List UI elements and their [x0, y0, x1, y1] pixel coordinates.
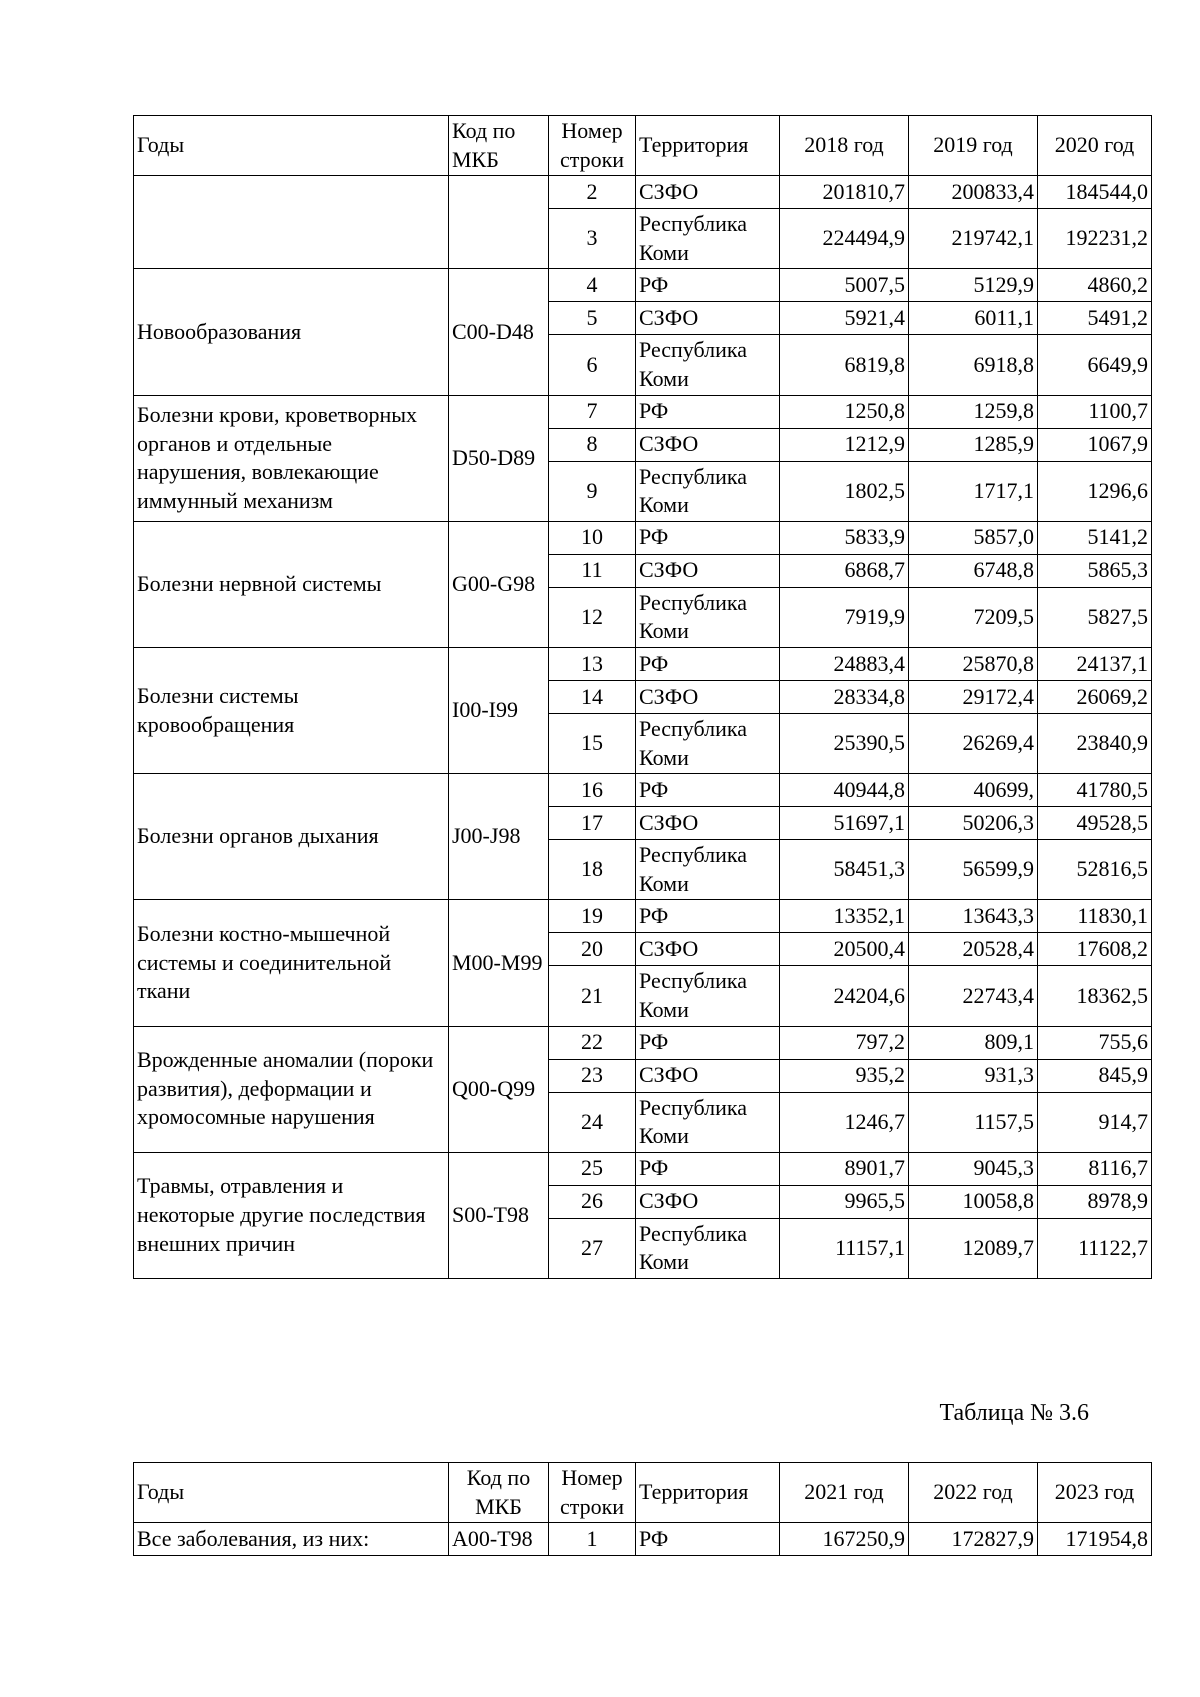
territory: РФ [636, 647, 780, 680]
table-body [134, 176, 1152, 1279]
value-cell: 41780,5 [1038, 774, 1152, 807]
header-year: 2021 год [780, 1463, 909, 1523]
value-cell: 11830,1 [1038, 900, 1152, 933]
value-cell: 935,2 [780, 1059, 909, 1092]
territory: РФ [636, 774, 780, 807]
value-cell: 1285,9 [909, 428, 1038, 461]
icd-code: D50-D89 [449, 395, 549, 521]
territory: РФ [636, 1026, 780, 1059]
header-row [134, 116, 1152, 176]
value-cell: 25390,5 [780, 713, 909, 773]
value-cell: 7919,9 [780, 587, 909, 647]
header-territory: Территория [636, 1463, 780, 1523]
value-cell: 7209,5 [909, 587, 1038, 647]
value-cell: 5827,5 [1038, 587, 1152, 647]
row-number: 12 [549, 587, 636, 647]
territory: СЗФО [636, 1185, 780, 1218]
territory: Республика Коми [636, 461, 780, 521]
row-number: 20 [549, 933, 636, 966]
header-rownum: Номер строки [549, 1463, 636, 1523]
value-cell: 23840,9 [1038, 713, 1152, 773]
value-cell: 49528,5 [1038, 807, 1152, 840]
icd-code: J00-J98 [449, 774, 549, 900]
table-row [134, 900, 1152, 933]
group-name: Болезни системы кровообращения [134, 647, 449, 773]
territory: Республика Коми [636, 840, 780, 900]
group-name: Болезни органов дыхания [134, 774, 449, 900]
row-number: 10 [549, 521, 636, 554]
row-number: 3 [549, 209, 636, 269]
group-name: Врожденные аномалии (пороки развития), деформации и хромосомные нарушения [134, 1026, 449, 1152]
group-name: Болезни нервной системы [134, 521, 449, 647]
value-cell: 8901,7 [780, 1152, 909, 1185]
value-cell: 5141,2 [1038, 521, 1152, 554]
value-cell: 1296,6 [1038, 461, 1152, 521]
row-number: 18 [549, 840, 636, 900]
value-cell: 5857,0 [909, 521, 1038, 554]
value-cell: 11122,7 [1038, 1218, 1152, 1278]
row-number: 17 [549, 807, 636, 840]
territory: РФ [636, 900, 780, 933]
value-cell: 171954,8 [1038, 1523, 1152, 1556]
header-year: 2019 год [909, 116, 1038, 176]
row-number: 23 [549, 1059, 636, 1092]
header-year: 2020 год [1038, 116, 1152, 176]
value-cell: 13643,3 [909, 900, 1038, 933]
value-cell: 9045,3 [909, 1152, 1038, 1185]
territory: Республика Коми [636, 966, 780, 1026]
value-cell: 6011,1 [909, 302, 1038, 335]
header-code: Код по МКБ [449, 116, 549, 176]
group-name: Болезни крови, кроветворных органов и отдельные нарушения, вовлекающие иммунный механизм [134, 395, 449, 521]
group-name: Новообразования [134, 269, 449, 395]
value-cell: 12089,7 [909, 1218, 1038, 1278]
value-cell: 914,7 [1038, 1092, 1152, 1152]
value-cell: 797,2 [780, 1026, 909, 1059]
icd-code: A00-T98 [449, 1523, 549, 1556]
value-cell: 51697,1 [780, 807, 909, 840]
value-cell: 755,6 [1038, 1026, 1152, 1059]
value-cell: 5921,4 [780, 302, 909, 335]
value-cell: 1157,5 [909, 1092, 1038, 1152]
value-cell: 56599,9 [909, 840, 1038, 900]
value-cell: 6748,8 [909, 554, 1038, 587]
value-cell: 201810,7 [780, 176, 909, 209]
row-number: 5 [549, 302, 636, 335]
value-cell: 6868,7 [780, 554, 909, 587]
row-number: 24 [549, 1092, 636, 1152]
row-number: 22 [549, 1026, 636, 1059]
header-row [134, 1463, 1152, 1523]
header-territory: Территория [636, 116, 780, 176]
value-cell: 1100,7 [1038, 395, 1152, 428]
header-year: 2023 год [1038, 1463, 1152, 1523]
icd-code: Q00-Q99 [449, 1026, 549, 1152]
value-cell: 28334,8 [780, 680, 909, 713]
value-cell: 1067,9 [1038, 428, 1152, 461]
territory: Республика Коми [636, 713, 780, 773]
row-number: 19 [549, 900, 636, 933]
value-cell: 9965,5 [780, 1185, 909, 1218]
morbidity-table-2021-2023 [133, 1462, 1152, 1556]
value-cell: 58451,3 [780, 840, 909, 900]
value-cell: 219742,1 [909, 209, 1038, 269]
value-cell: 5833,9 [780, 521, 909, 554]
value-cell: 224494,9 [780, 209, 909, 269]
header-year: 2022 год [909, 1463, 1038, 1523]
row-number: 9 [549, 461, 636, 521]
value-cell: 184544,0 [1038, 176, 1152, 209]
value-cell: 40699, [909, 774, 1038, 807]
territory: Республика Коми [636, 335, 780, 395]
value-cell: 10058,8 [909, 1185, 1038, 1218]
table-row [134, 774, 1152, 807]
table-caption: Таблица № 3.6 [939, 1400, 1089, 1426]
row-number: 7 [549, 395, 636, 428]
value-cell: 11157,1 [780, 1218, 909, 1278]
morbidity-table-2018-2020 [133, 115, 1152, 1279]
table-row [134, 176, 1152, 209]
table-row [134, 395, 1152, 428]
value-cell: 24137,1 [1038, 647, 1152, 680]
territory: СЗФО [636, 807, 780, 840]
value-cell: 50206,3 [909, 807, 1038, 840]
territory: Республика Коми [636, 1218, 780, 1278]
row-number: 4 [549, 269, 636, 302]
group-name: Травмы, отравления и некоторые другие последствия внешних причин [134, 1152, 449, 1278]
header-groups: Годы [134, 116, 449, 176]
row-number: 21 [549, 966, 636, 1026]
row-number: 13 [549, 647, 636, 680]
territory: Республика Коми [636, 587, 780, 647]
table-row [134, 1026, 1152, 1059]
value-cell: 809,1 [909, 1026, 1038, 1059]
value-cell: 172827,9 [909, 1523, 1038, 1556]
value-cell: 1802,5 [780, 461, 909, 521]
value-cell: 845,9 [1038, 1059, 1152, 1092]
territory: РФ [636, 521, 780, 554]
territory: РФ [636, 395, 780, 428]
value-cell: 5491,2 [1038, 302, 1152, 335]
value-cell: 20528,4 [909, 933, 1038, 966]
row-number: 26 [549, 1185, 636, 1218]
icd-code: S00-T98 [449, 1152, 549, 1278]
territory: Республика Коми [636, 1092, 780, 1152]
territory: РФ [636, 1152, 780, 1185]
territory: Республика Коми [636, 209, 780, 269]
row-number: 6 [549, 335, 636, 395]
icd-code: G00-G98 [449, 521, 549, 647]
territory: СЗФО [636, 176, 780, 209]
value-cell: 6649,9 [1038, 335, 1152, 395]
value-cell: 24883,4 [780, 647, 909, 680]
value-cell: 167250,9 [780, 1523, 909, 1556]
value-cell: 8116,7 [1038, 1152, 1152, 1185]
header-code: Код по МКБ [449, 1463, 549, 1523]
value-cell: 22743,4 [909, 966, 1038, 1026]
header-rownum: Номер строки [549, 116, 636, 176]
value-cell: 5007,5 [780, 269, 909, 302]
row-number: 15 [549, 713, 636, 773]
value-cell: 17608,2 [1038, 933, 1152, 966]
territory: РФ [636, 269, 780, 302]
value-cell: 6918,8 [909, 335, 1038, 395]
icd-code [449, 176, 549, 269]
value-cell: 26269,4 [909, 713, 1038, 773]
table-row [134, 1523, 1152, 1556]
territory: СЗФО [636, 680, 780, 713]
value-cell: 29172,4 [909, 680, 1038, 713]
row-number: 16 [549, 774, 636, 807]
value-cell: 1212,9 [780, 428, 909, 461]
territory: СЗФО [636, 554, 780, 587]
icd-code: C00-D48 [449, 269, 549, 395]
value-cell: 1250,8 [780, 395, 909, 428]
group-name: Все заболевания, из них: [134, 1523, 449, 1556]
territory: СЗФО [636, 428, 780, 461]
value-cell: 200833,4 [909, 176, 1038, 209]
value-cell: 1259,8 [909, 395, 1038, 428]
value-cell: 20500,4 [780, 933, 909, 966]
territory: СЗФО [636, 933, 780, 966]
value-cell: 5129,9 [909, 269, 1038, 302]
row-number: 25 [549, 1152, 636, 1185]
value-cell: 5865,3 [1038, 554, 1152, 587]
value-cell: 25870,8 [909, 647, 1038, 680]
value-cell: 8978,9 [1038, 1185, 1152, 1218]
value-cell: 1246,7 [780, 1092, 909, 1152]
territory: РФ [636, 1523, 780, 1556]
row-number: 14 [549, 680, 636, 713]
territory: СЗФО [636, 302, 780, 335]
value-cell: 52816,5 [1038, 840, 1152, 900]
value-cell: 24204,6 [780, 966, 909, 1026]
value-cell: 192231,2 [1038, 209, 1152, 269]
value-cell: 931,3 [909, 1059, 1038, 1092]
row-number: 27 [549, 1218, 636, 1278]
table-row [134, 647, 1152, 680]
icd-code: I00-I99 [449, 647, 549, 773]
value-cell: 1717,1 [909, 461, 1038, 521]
group-name [134, 176, 449, 269]
table-row [134, 269, 1152, 302]
group-name: Болезни костно-мышечной системы и соединительной ткани [134, 900, 449, 1026]
header-year: 2018 год [780, 116, 909, 176]
icd-code: M00-M99 [449, 900, 549, 1026]
value-cell: 40944,8 [780, 774, 909, 807]
row-number: 2 [549, 176, 636, 209]
table-body [134, 1523, 1152, 1556]
value-cell: 13352,1 [780, 900, 909, 933]
row-number: 1 [549, 1523, 636, 1556]
row-number: 11 [549, 554, 636, 587]
row-number: 8 [549, 428, 636, 461]
header-groups: Годы [134, 1463, 449, 1523]
territory: СЗФО [636, 1059, 780, 1092]
value-cell: 6819,8 [780, 335, 909, 395]
value-cell: 4860,2 [1038, 269, 1152, 302]
value-cell: 26069,2 [1038, 680, 1152, 713]
value-cell: 18362,5 [1038, 966, 1152, 1026]
table-row [134, 1152, 1152, 1185]
table-row [134, 521, 1152, 554]
